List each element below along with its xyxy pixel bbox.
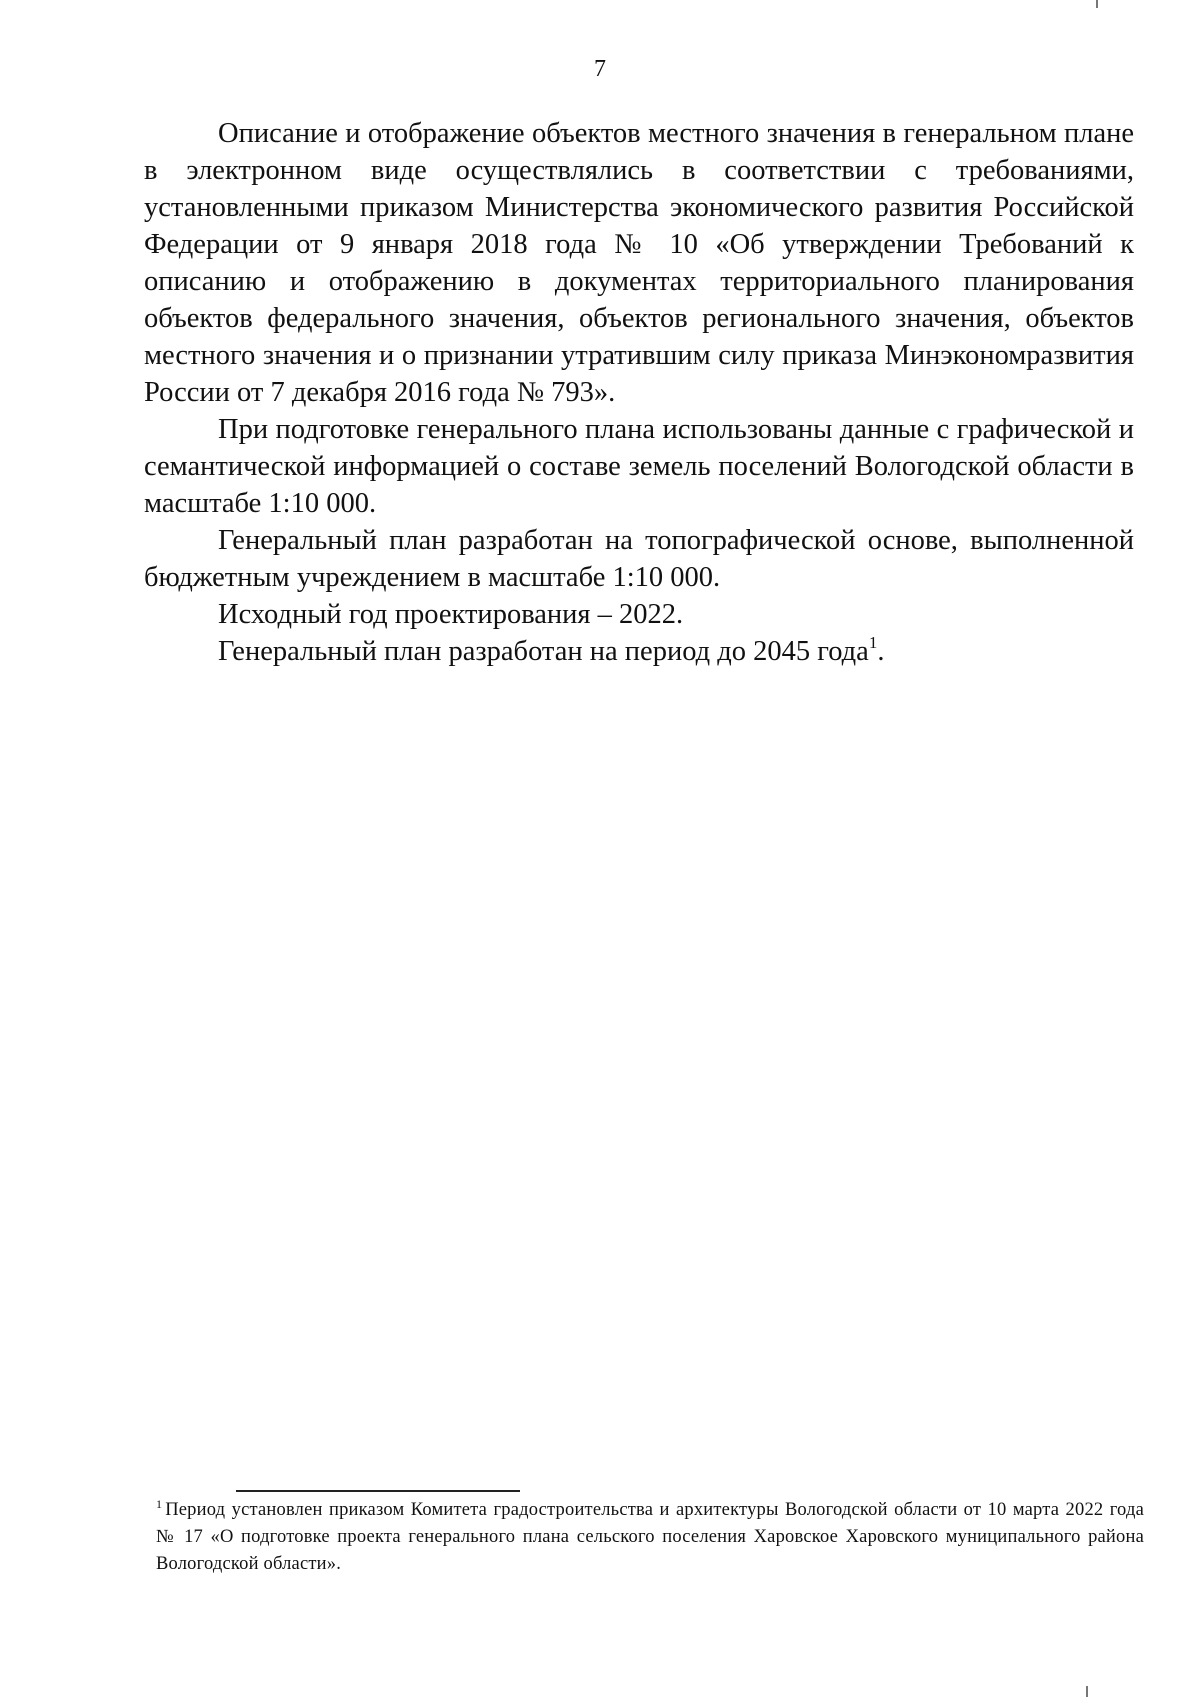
footnote-separator [236, 1490, 520, 1492]
paragraph-base-year: Исходный год проектирования – 2022. [218, 599, 684, 630]
footnote-reference: 1 [868, 633, 878, 652]
paragraph-plan-period [144, 633, 1134, 670]
footnote-text: Период установлен приказом Комитета градостроительства и архитектуры Вологодской области от 10 марта 2022 года № 17 «О подготовке проекта генерального плана сельского поселения Харовское Харовского муниципального района Вологодской области». [156, 1500, 1144, 1574]
plan-period-end: . [877, 636, 885, 667]
paragraph-objects-description: Описание и отображение объектов местного значения в генеральном плане в электронном виде осуществлялись в соответствии с требованиями, установленными приказом Министерства экономического развития Российской Федерации от 9 января 2018 года № 10 «Об утверждении Требований к описанию и отображению в документах территориального планирования объектов федерального значения, объектов регионального значения, объектов местного значения и о признании утратившим силу приказа Минэкономразвития России от 7 декабря 2016 года № 793». [144, 118, 1134, 408]
paragraph-source-data: При подготовке генерального плана использованы данные с графической и семантической информацией о составе земель поселений Вологодской области в масштабе 1:10 000. [144, 414, 1134, 519]
plan-period-text: Генеральный план разработан на период до 2045 года [218, 636, 869, 667]
body-text [144, 115, 1134, 670]
footnote [156, 1497, 1144, 1578]
paragraph-topographic-basis: Генеральный план разработан на топографической основе, выполненной бюджетным учреждением в масштабе 1:10 000. [144, 525, 1134, 593]
footnote-marker: 1 [156, 1497, 163, 1511]
scan-edge-mark-top [1096, 0, 1098, 8]
scan-edge-mark-bottom [1086, 1686, 1088, 1697]
page-number: 7 [594, 56, 606, 82]
